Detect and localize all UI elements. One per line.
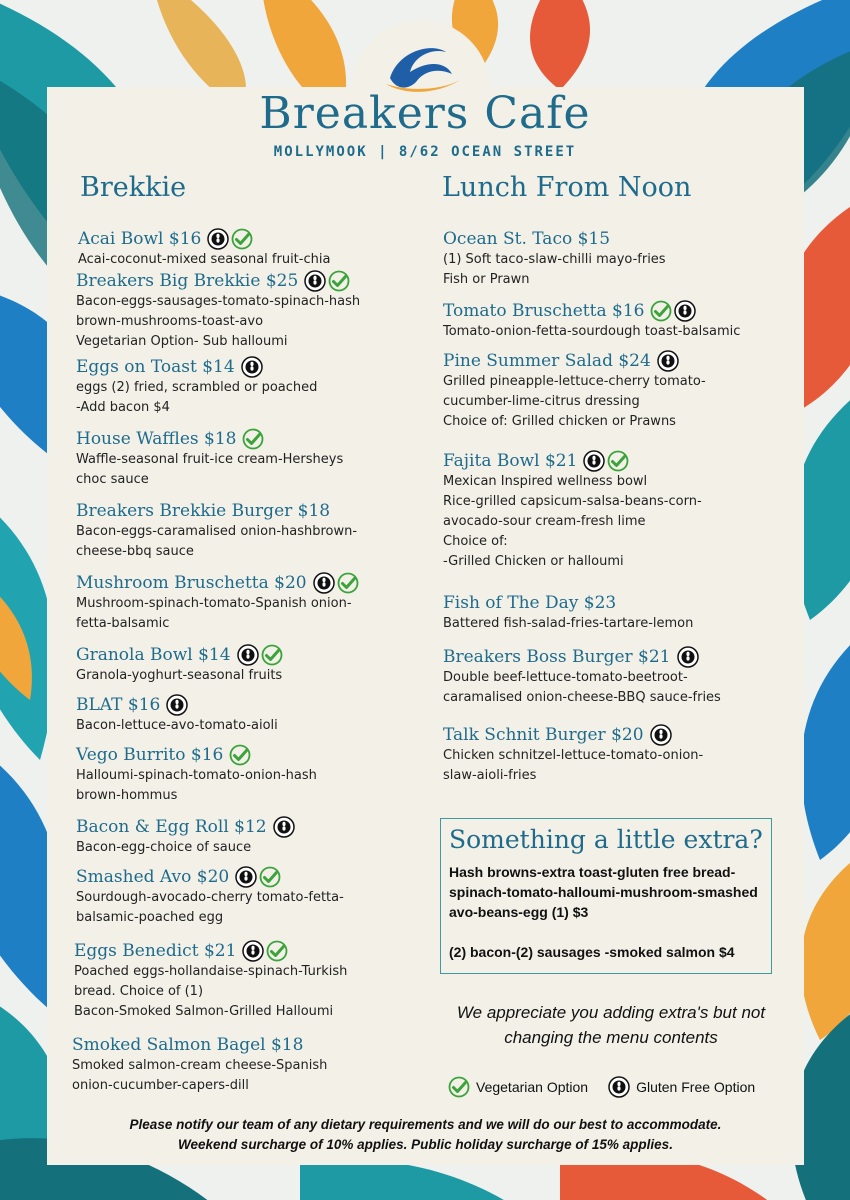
menu-item-title — [78, 228, 330, 250]
menu-item-description: Choice of: Grilled chicken or Prawns — [443, 414, 676, 429]
menu-item-name: Granola Bowl $14 — [76, 645, 231, 665]
wheat-badge-icon — [207, 228, 229, 250]
extras-box — [440, 818, 772, 974]
menu-item-description: Double beef-lettuce-tomato-beetroot- — [443, 670, 688, 685]
menu-item-title — [76, 356, 317, 378]
wheat-badge-icon — [237, 644, 259, 666]
menu-item-name: Fish of The Day $23 — [443, 593, 617, 613]
menu-item-description: -Grilled Chicken or halloumi — [443, 554, 624, 569]
extras-lines — [449, 862, 763, 962]
menu-item-name: Eggs on Toast $14 — [76, 357, 235, 377]
menu-item-description: cucumber-lime-citrus dressing — [443, 394, 640, 409]
menu-item-description: onion-cucumber-capers-dill — [72, 1078, 249, 1093]
menu-item-description: Smoked salmon-cream cheese-Spanish — [72, 1058, 328, 1073]
menu-item-title — [74, 940, 347, 962]
menu-item — [443, 300, 740, 342]
wheat-badge-icon — [674, 300, 696, 322]
menu-item-description: Grilled pineapple-lettuce-cherry tomato- — [443, 374, 706, 389]
menu-item-description: brown-hommus — [76, 788, 178, 803]
menu-item — [72, 1034, 327, 1096]
menu-item-description: cheese-bbq sauce — [76, 544, 194, 559]
menu-item-title — [443, 350, 706, 372]
check-circle-icon — [337, 572, 359, 594]
wheat-badge-icon — [677, 646, 699, 668]
menu-item-description: fetta-balsamic — [76, 616, 170, 631]
wheat-badge-icon — [235, 866, 257, 888]
menu-item — [443, 350, 706, 432]
menu-item-description: Granola-yoghurt-seasonal fruits — [76, 668, 283, 683]
menu-item — [76, 270, 360, 352]
appreciate-line: We appreciate you adding extra's but not — [456, 1003, 766, 1022]
menu-item-description: eggs (2) fried, scrambled or poached — [76, 380, 318, 395]
menu-item-description: Sourdough-avocado-cherry tomato-fetta- — [76, 890, 344, 905]
menu-item-name: House Waffles $18 — [76, 429, 237, 449]
menu-item — [74, 940, 347, 1022]
notice-line: Please notify our team of any dietary requirements and we will do our best to accommodate. — [129, 1117, 722, 1132]
menu-item-title — [76, 572, 359, 594]
check-circle-icon — [650, 300, 672, 322]
menu-item-description: Waffle-seasonal fruit-ice cream-Hersheys — [76, 452, 344, 467]
menu-item-title — [443, 724, 703, 746]
brekkie-heading: Brekkie — [80, 172, 187, 203]
wheat-badge-icon — [583, 450, 605, 472]
wheat-badge-icon — [313, 572, 335, 594]
menu-item-description: Bacon-eggs-caramalised onion-hashbrown- — [76, 524, 358, 539]
menu-item-title — [443, 300, 740, 322]
menu-item-description: brown-mushrooms-toast-avo — [76, 314, 264, 329]
extras-line: avo-beans-egg (1) $3 — [449, 904, 589, 920]
menu-item-title — [72, 1034, 327, 1056]
menu-item — [76, 744, 317, 806]
dietary-notice — [47, 1115, 804, 1155]
menu-item — [76, 694, 278, 736]
check-circle-icon — [607, 450, 629, 472]
menu-item-name: Mushroom Bruschetta $20 — [76, 573, 307, 593]
menu-item-name: BLAT $16 — [76, 695, 161, 715]
menu-item — [443, 228, 666, 290]
menu-item-description: Vegetarian Option- Sub halloumi — [76, 334, 288, 349]
notice-line: Weekend surcharge of 10% applies. Public holiday surcharge of 15% applies. — [178, 1137, 673, 1152]
menu-item — [76, 816, 295, 858]
legend — [446, 1076, 755, 1098]
menu-item-description: Battered fish-salad-fries-tartare-lemon — [443, 616, 694, 631]
menu-item-description: Mushroom-spinach-tomato-Spanish onion- — [76, 596, 352, 611]
legend-gluten-free-label: Gluten Free Option — [636, 1079, 756, 1095]
menu-item-title — [443, 646, 721, 668]
menu-item-description: slaw-aioli-fries — [443, 768, 537, 783]
menu-item-title — [76, 816, 295, 838]
menu-item-description: Choice of: — [443, 534, 508, 549]
check-circle-icon — [242, 428, 264, 450]
menu-item-description: bread. Choice of (1) — [74, 984, 204, 999]
menu-item-name: Eggs Benedict $21 — [74, 941, 237, 961]
menu-item — [443, 450, 702, 572]
wheat-badge-icon — [608, 1076, 630, 1098]
menu-item-title — [76, 744, 317, 766]
check-circle-icon — [231, 228, 253, 250]
menu-item-name: Talk Schnit Burger $20 — [443, 725, 644, 745]
menu-item-title — [76, 694, 278, 716]
check-circle-icon — [261, 644, 283, 666]
menu-item-description: Bacon-Smoked Salmon-Grilled Halloumi — [74, 1004, 334, 1019]
menu-item — [76, 500, 357, 562]
wheat-badge-icon — [241, 356, 263, 378]
wheat-badge-icon — [273, 816, 295, 838]
extras-line — [449, 922, 763, 942]
menu-item-name: Smashed Avo $20 — [76, 867, 230, 887]
extras-line: spinach-tomato-halloumi-mushroom-smashed — [449, 884, 758, 900]
wheat-badge-icon — [650, 724, 672, 746]
menu-item — [443, 724, 703, 786]
menu-item-description: Chicken schnitzel-lettuce-tomato-onion- — [443, 748, 704, 763]
menu-item-description: Mexican Inspired wellness bowl — [443, 474, 648, 489]
menu-item-description: Acai-coconut-mixed seasonal fruit-chia — [78, 252, 331, 267]
menu-item-name: Breakers Big Brekkie $25 — [76, 271, 299, 291]
menu-item-description: caramalised onion-cheese-BBQ sauce-fries — [443, 690, 721, 705]
menu-item-description: balsamic-poached egg — [76, 910, 224, 925]
menu-item-description: Rice-grilled capsicum-salsa-beans-corn- — [443, 494, 702, 509]
menu-item-title — [76, 866, 344, 888]
menu-item — [76, 572, 359, 634]
extras-line: Hash browns-extra toast-gluten free bread- — [449, 864, 736, 880]
menu-item-name: Pine Summer Salad $24 — [443, 351, 651, 371]
appreciate-line: changing the menu contents — [504, 1028, 718, 1047]
menu-item — [443, 592, 693, 634]
brand-title: Breakers Cafe — [259, 88, 591, 139]
menu-item-name: Vego Burrito $16 — [76, 745, 224, 765]
menu-item-name: Tomato Bruschetta $16 — [443, 301, 645, 321]
menu-item — [76, 866, 344, 928]
menu-item — [78, 228, 330, 270]
menu-item — [443, 646, 721, 708]
menu-item-name: Ocean St. Taco $15 — [443, 229, 611, 249]
appreciate-note — [440, 1000, 782, 1050]
check-circle-icon — [259, 866, 281, 888]
menu-item — [76, 644, 283, 686]
menu-item-name: Bacon & Egg Roll $12 — [76, 817, 267, 837]
check-circle-icon — [266, 940, 288, 962]
menu-item-name: Breakers Brekkie Burger $18 — [76, 501, 331, 521]
menu-item-description: Halloumi-spinach-tomato-onion-hash — [76, 768, 317, 783]
menu-item — [76, 428, 343, 490]
lunch-heading: Lunch From Noon — [442, 172, 692, 203]
menu-item-description: choc sauce — [76, 472, 149, 487]
menu-item-name: Breakers Boss Burger $21 — [443, 647, 671, 667]
menu-item-title — [76, 500, 357, 522]
check-circle-icon — [448, 1076, 470, 1098]
extras-title: Something a little extra? — [449, 825, 763, 854]
menu-item-description: Bacon-egg-choice of sauce — [76, 840, 252, 855]
menu-item-description: Bacon-lettuce-avo-tomato-aioli — [76, 718, 278, 733]
menu-item-title — [76, 270, 360, 292]
menu-item-title — [443, 450, 702, 472]
extras-line: (2) bacon-(2) sausages -smoked salmon $4 — [449, 944, 735, 960]
menu-item-description: Tomato-onion-fetta-sourdough toast-balsamic — [443, 324, 741, 339]
wheat-badge-icon — [166, 694, 188, 716]
brand-subtitle: MOLLYMOOK | 8/62 OCEAN STREET — [273, 144, 577, 160]
menu-item-title — [443, 228, 666, 250]
menu-item-description: Fish or Prawn — [443, 272, 530, 287]
check-circle-icon — [229, 744, 251, 766]
wheat-badge-icon — [657, 350, 679, 372]
menu-item-description: Bacon-eggs-sausages-tomato-spinach-hash — [76, 294, 361, 309]
menu-item-title — [76, 644, 283, 666]
menu-item-title — [443, 592, 693, 614]
wheat-badge-icon — [304, 270, 326, 292]
menu-item-description: avocado-sour cream-fresh lime — [443, 514, 646, 529]
menu-item-description: -Add bacon $4 — [76, 400, 170, 415]
menu-item-description: (1) Soft taco-slaw-chilli mayo-fries — [443, 252, 666, 267]
menu-item — [76, 356, 317, 418]
menu-item-name: Smoked Salmon Bagel $18 — [72, 1035, 304, 1055]
legend-vegetarian-label: Vegetarian Option — [476, 1079, 589, 1095]
check-circle-icon — [328, 270, 350, 292]
menu-item-title — [76, 428, 343, 450]
menu-item-description: Poached eggs-hollandaise-spinach-Turkish — [74, 964, 348, 979]
menu-item-name: Fajita Bowl $21 — [443, 451, 578, 471]
menu-item-name: Acai Bowl $16 — [78, 229, 202, 249]
wheat-badge-icon — [242, 940, 264, 962]
